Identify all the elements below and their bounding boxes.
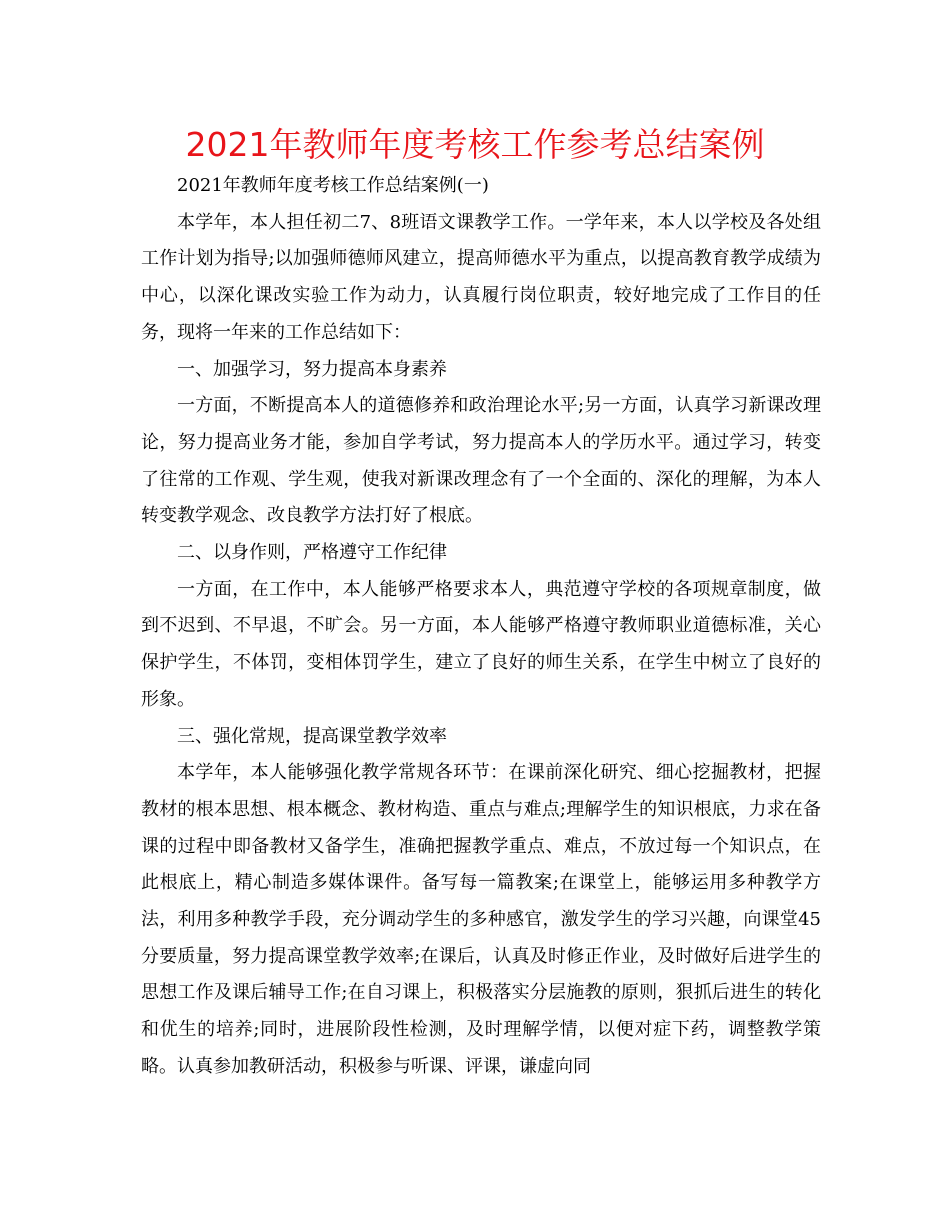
paragraph-section-1: 一方面，不断提高本人的道德修养和政治理论水平;另一方面，认真学习新课改理论，努力提高业务才能，参加自学考试，努力提高本人的学历水平。通过学习，转变了往常的工作观、学生观，使我对新课改理念有了一个全面的、深化的理解，为本人转变教学观念、改良教学方法打好了根底。 [141,395,821,527]
paragraph-section-2: 一方面，在工作中，本人能够严格要求本人，典范遵守学校的各项规章制度，做到不迟到、不早退，不旷会。另一方面，本人能够严格遵守教师职业道德标准，关心保护学生，不体罚，变相体罚学生，建立了良好的师生关系，在学生中树立了良好的形象。 [141,578,821,710]
document-subtitle: 2021年教师年度考核工作总结案例(一) [177,175,489,196]
section-heading-3: 三、强化常规，提高课堂教学效率 [177,725,447,747]
document-title: 2021年教师年度考核工作参考总结案例 [185,125,765,164]
section-heading-2: 二、以身作则，严格遵守工作纪律 [177,542,447,564]
paragraph-section-3: 本学年，本人能够强化教学常规各环节：在课前深化研究、细心挖掘教材，把握教材的根本思想、根本概念、教材构造、重点与难点;理解学生的知识根底，力求在备课的过程中即备教材又备学生，准确把握教学重点、难点，不放过每一个知识点，在此根底上，精心制造多媒体课件。备写每一篇教案;在课堂上，能够运用多种教学方法，利用多种教学手段，充分调动学生的多种感官，激发学生的学习兴趣，向课堂45分要质量，努力提高课堂教学效率;在课后，认真及时修正作业，及时做好后进学生的思想工作及课后辅导工作;在自习课上，积极落实分层施教的原则，狠抓后进生的转化和优生的培养;同时，进展阶段性检测，及时理解学情，以便对症下药，调整教学策略。认真参加教研活动，积极参与听课、评课，谦虚向同 [141,762,821,1077]
document-body [141,168,821,1086]
paragraph-intro: 本学年，本人担任初二7、8班语文课教学工作。一学年来，本人以学校及各处组工作计划为指导;以加强师德师风建立，提高师德水平为重点，以提高教育教学成绩为中心，以深化课改实验工作为动力，认真履行岗位职责，较好地完成了工作目的任务，现将一年来的工作总结如下： [141,211,821,343]
section-heading-1: 一、加强学习，努力提高本身素养 [177,358,447,380]
